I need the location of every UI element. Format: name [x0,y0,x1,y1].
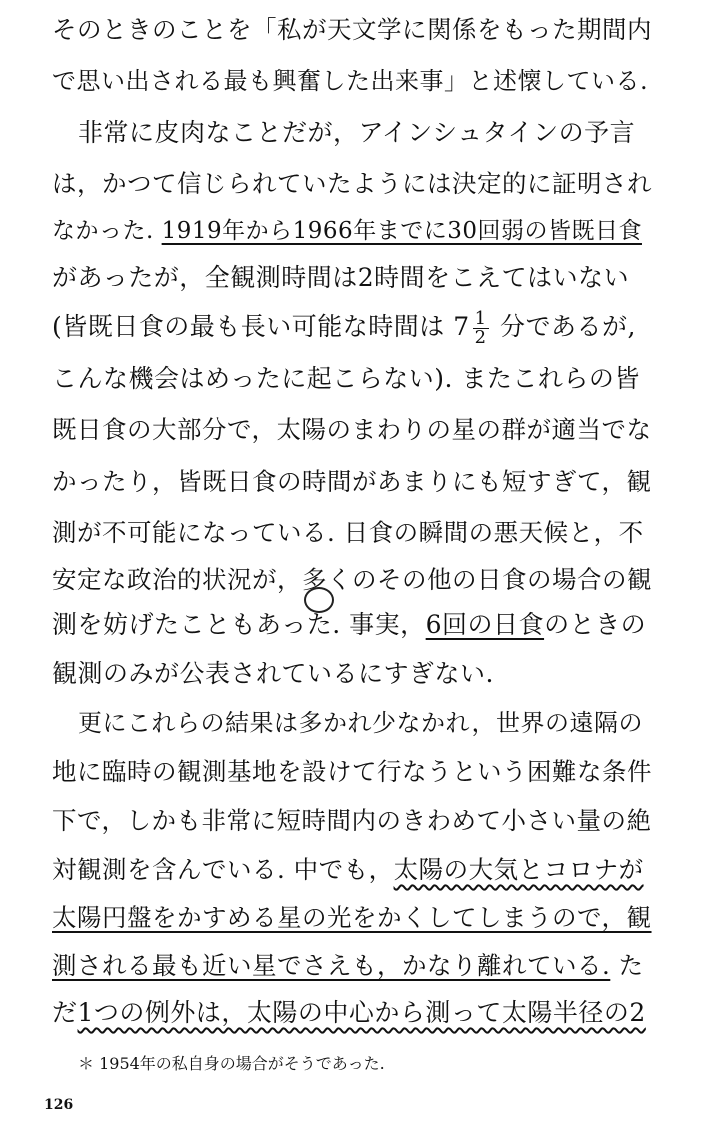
text-line-16: 地に臨時の観測基地を設けて行なうという困難な条件 [52,757,652,786]
text-line-18 [52,855,652,885]
text-line-8: こんな機会はめったに起こらない). またこれらの皆 [52,364,640,393]
fraction-half [473,310,489,347]
text-line-21 [52,998,652,1028]
text-line-7 [52,310,652,347]
underlined-phrase-one-exception: 1つの例外は，太陽の中心から測って太陽半径の2 [77,998,646,1027]
text-line-11: 測が不可能になっている. 日食の瞬間の悪天候と，不 [52,518,644,547]
text-line-21-pre: だ [52,998,78,1027]
text-line-5-pre: なかった. [52,218,162,244]
text-line-19 [52,903,652,933]
text-line-7-post: 分であるが, [491,312,636,341]
text-line-5 [52,216,652,246]
fraction-denominator: 2 [474,327,487,348]
text-line-12: 安定な政治的状況が，多くのその他の日食の場合の観 [52,565,652,594]
text-line-1: そのときのことを「私が天文学に関係をもった期間内 [52,15,652,44]
text-line-13-post: のときの [544,610,647,639]
text-line-20 [52,951,652,981]
text-line-10: かったり，皆既日食の時間があまりにも短すぎて，観 [52,467,652,496]
underlined-phrase-eclipses: 1919年から1966年までに30回弱の皆既日食 [161,218,642,244]
footnote: ＊ 1954年の私自身の場合がそうであった. [78,1054,385,1073]
fraction-numerator: 1 [474,308,487,329]
underlined-phrase-solar-disk: 太陽円盤をかすめる星の光をかくしてしまうので，観 [52,903,652,932]
text-line-13-pre: 測を妨げたこともあった. 事実， [52,610,426,639]
underlined-phrase-solar-atmosphere: 太陽の大気とコロナが [393,855,644,884]
text-line-9: 既日食の大部分で，太陽のまわりの星の群が適当でな [52,415,652,444]
text-line-14: 観測のみが公表されているにすぎない. [52,659,494,688]
text-line-7-pre: (皆既日食の最も長い可能な時間は 7 [52,312,470,341]
text-line-4: は，かつて信じられていたようには決定的に証明され [52,169,652,198]
text-line-3: 非常に皮肉なことだが，アインシュタインの予言 [78,118,636,147]
text-line-15: 更にこれらの結果は多かれ少なかれ，世界の遠隔の [78,709,643,737]
underlined-phrase-nearest-star: 測される最も近い星でさえも，かなり離れている. [52,951,611,980]
underlined-phrase-six-eclipses: 6回の日食 [425,610,545,639]
text-line-20-post: た [610,951,644,980]
text-line-6: があったが，全観測時間は2時間をこえてはいない [52,263,630,292]
text-line-17: 下で，しかも非常に短時間内のきわめて小さい量の絶 [52,806,652,835]
text-line-13 [52,610,652,640]
text-line-2: で思い出される最も興奮した出来事」と述懐している. [52,67,649,95]
text-line-18-pre: 対観測を含んでいる. 中でも， [52,855,394,884]
page-number: 126 [44,1097,74,1113]
